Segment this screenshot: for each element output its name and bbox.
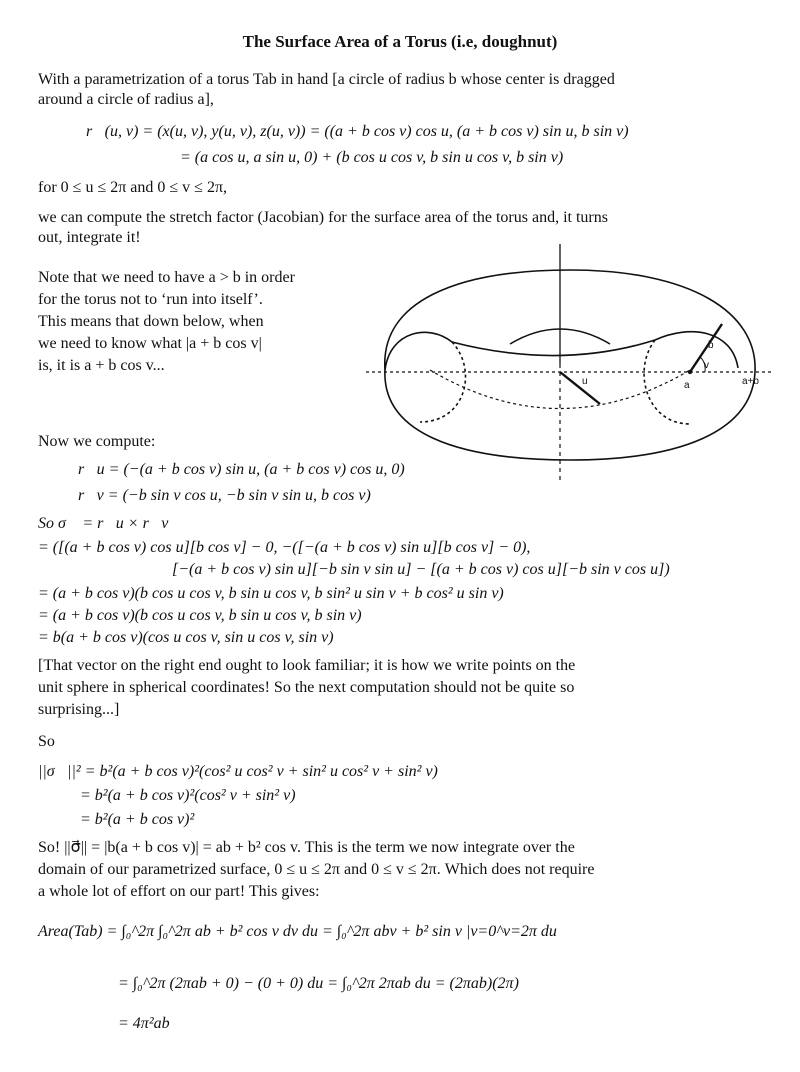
conclusion-line-2: domain of our parametrized surface, 0 ≤ u ≤ 2π and 0 ≤ v ≤ 2π. Which does not require (38, 861, 595, 878)
rv-line: r⃗v = (−b sin v cos u, −b sin v sin u, b cos v) (78, 487, 371, 504)
cross-line-4: = (a + b cos v)(b cos u cos v, b sin u cos v, b sin v) (38, 607, 362, 624)
parametrization-line-2: = (a cos u, a sin u, 0) + (b cos u cos v, b sin u cos v, b sin v) (180, 149, 564, 166)
ru-line: r⃗u = (−(a + b cos v) sin u, (a + b cos v) cos u, 0) (78, 461, 405, 478)
conclusion-line-1: So! ||σ⃗|| = |b(a + b cos v)| = ab + b² cos v. This is the term we now integrate over the (38, 839, 575, 856)
label-b: b (708, 340, 714, 351)
left-section-front-arc (385, 332, 452, 370)
torus-inner-front-curve (452, 340, 655, 356)
norm-line-2: = b²(a + b cos v)²(cos² v + sin² v) (80, 787, 296, 804)
intro-domain: for 0 ≤ u ≤ 2π and 0 ≤ v ≤ 2π, (38, 179, 228, 196)
parametrization-line-1: r⃗(u, v) = (x(u, v), y(u, v), z(u, v)) = ((a + b cos v) cos u, (a + b cos v) sin u, b sin v) (86, 123, 629, 140)
label-u: u (582, 376, 588, 387)
torus-outer-outline (385, 270, 755, 460)
left-section-back-arc (420, 342, 466, 422)
radius-u-line (560, 372, 600, 404)
note-line-5: is, it is a + b cos v... (38, 357, 165, 374)
label-v: v (704, 360, 709, 371)
intro-line-2: around a circle of radius a], (38, 91, 214, 108)
torus-diagram (360, 242, 780, 490)
norm-line-3: = b²(a + b cos v)² (80, 811, 195, 828)
cross-line-5: = b(a + b cos v)(cos u cos v, sin u cos v, sin v) (38, 629, 334, 646)
remark-line-1: [That vector on the right end ought to look familiar; it is how we write points on the (38, 657, 576, 674)
label-a: a (684, 380, 690, 391)
note-line-3: This means that down below, when (38, 313, 264, 330)
label-a-plus-b: a+b (742, 376, 759, 387)
conclusion-line-3: a whole lot of effort on our part! This gives: (38, 883, 320, 900)
intro-line-4: out, integrate it! (38, 229, 141, 246)
cross-line-3: = (a + b cos v)(b cos u cos v, b sin u cos v, b sin² u sin v + b cos² u sin v) (38, 585, 504, 602)
point-a (688, 370, 692, 374)
so-line: So (38, 733, 55, 750)
norm-line-1: ||σ⃗||² = b²(a + b cos v)²(cos² u cos² v + sin² u cos² v + sin² v) (38, 763, 438, 780)
area-line-2: = ∫₀^2π (2πab + 0) − (0 + 0) du = ∫₀^2π 2πab du = (2πab)(2π) (118, 975, 519, 992)
sigma-def: So σ⃗ = r⃗u × r⃗v (38, 515, 169, 532)
cross-line-1: = ([(a + b cos v) cos u][b cos v] − 0, −([−(a + b cos v) sin u][b cos v] − 0), (38, 539, 531, 556)
compute-heading: Now we compute: (38, 433, 156, 450)
note-line-1: Note that we need to have a > b in order (38, 269, 295, 286)
area-result: = 4π²ab (118, 1015, 170, 1032)
area-line-1: Area(Tab) = ∫₀^2π ∫₀^2π ab + b² cos v dv du = ∫₀^2π abv + b² sin v |v=0^v=2π du (38, 923, 557, 940)
note-line-4: we need to know what |a + b cos v| (38, 335, 262, 352)
note-line-2: for the torus not to ‘run into itself’. (38, 291, 263, 308)
remark-line-3: surprising...] (38, 701, 120, 718)
remark-line-2: unit sphere in spherical coordinates! So the next computation should not be quite so (38, 679, 575, 696)
cross-line-2: [−(a + b cos v) sin u][−b sin v sin u] − [(a + b cos v) cos u][−b sin v cos u]) (172, 561, 670, 578)
intro-line-1: With a parametrization of a torus Tab in hand [a circle of radius b whose center is dragged (38, 71, 615, 88)
intro-line-3: we can compute the stretch factor (Jacobian) for the surface area of the torus and, it turns (38, 209, 608, 226)
page-title: The Surface Area of a Torus (i.e, doughnut) (242, 32, 558, 51)
